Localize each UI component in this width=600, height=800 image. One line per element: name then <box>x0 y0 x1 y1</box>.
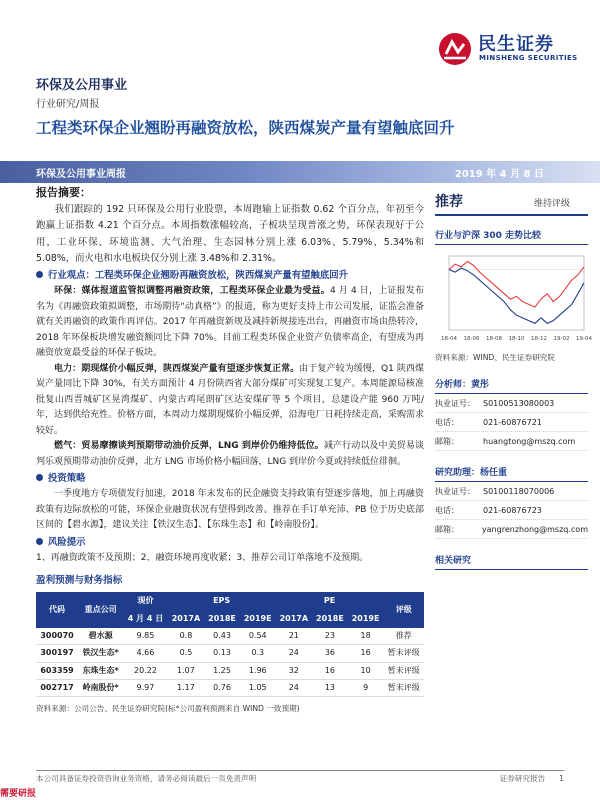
chart-source: 资料来源：WIND、民生证券研究院 <box>435 353 555 362</box>
cell-eps: 0.43 <box>204 628 240 645</box>
x-tick-label: 18-08 <box>486 336 502 342</box>
th-eps: EPS <box>168 592 276 610</box>
info-value: S0100513080003 <box>483 398 555 408</box>
table-row <box>36 679 424 696</box>
info-row <box>435 520 588 539</box>
gas-body: 减产行动以及中美贸易谈判乐观预期带动油价反弹，北方 LNG 市场价格小幅回落，LNG 到岸价今夏或持续低位徘徊。 <box>36 441 424 467</box>
cell-pe: 18 <box>348 628 384 645</box>
cell-eps: 0.76 <box>204 679 240 696</box>
power-paragraph <box>36 362 424 440</box>
gas-subheading: 燃气：贸易摩擦谈判预期带动油价反弹，LNG 到岸价仍维持低位。 <box>54 441 324 452</box>
banner-date: 2019 年 4 月 8 日 <box>454 169 544 180</box>
section-strategy <box>36 471 424 487</box>
chart-title: 行业与沪深 300 走势比较 <box>435 228 588 245</box>
cell-eps: 1.96 <box>240 662 276 679</box>
risk-heading: 风险提示 <box>48 536 86 548</box>
env-subheading: 环保：媒体报道监管拟调整再融资政策，工程类环保企业最为受益。 <box>54 286 330 297</box>
x-tick-label: 18-04 <box>441 336 457 342</box>
report-headline: 工程类环保企业翘盼再融资放松，陕西煤炭产量有望触底回升 <box>36 119 455 137</box>
report-type-label: 证券研究报告 <box>499 774 546 783</box>
info-row <box>435 413 588 432</box>
cell-eps: 0.13 <box>204 645 240 662</box>
th-year: 2019E <box>348 610 384 628</box>
info-value: S0100118070006 <box>483 486 555 496</box>
report-banner <box>0 161 600 183</box>
cell-name: 铁汉生态* <box>78 645 123 662</box>
cell-pe: 10 <box>348 662 384 679</box>
cell-price: 20.22 <box>123 662 167 679</box>
cell-eps: 0.3 <box>240 645 276 662</box>
cell-eps: 1.17 <box>168 679 205 696</box>
cell-code: 002717 <box>36 679 78 696</box>
info-row <box>435 501 588 520</box>
table-title: 盈利预测与财务指标 <box>36 574 123 586</box>
table-row <box>36 662 424 679</box>
info-key: 电话： <box>435 505 459 515</box>
analyst1-info <box>435 394 588 451</box>
info-key: 邮箱： <box>435 524 459 534</box>
section-industry-view <box>36 268 424 284</box>
trend-chart <box>435 250 592 346</box>
risk-body: 1、再融资政策不及预期；2、融资环境再度收紧；3、推荐公司订单落地不及预期。 <box>36 553 369 564</box>
info-row <box>435 432 588 451</box>
analyst-heading: 分析师：黄彤 <box>435 377 588 394</box>
info-key: 执业证号： <box>435 398 475 408</box>
cell-eps: 0.8 <box>168 628 205 645</box>
strategy-heading: 投资策略 <box>48 473 86 485</box>
table-source: 资料来源：公司公告、民生证券研究院(标*公司盈利预测来自 WIND 一致预期) <box>36 704 300 714</box>
th-date: 4 月 4 日 <box>123 610 167 628</box>
cell-name: 东珠生态* <box>78 662 123 679</box>
info-key: 执业证号： <box>435 486 475 496</box>
cell-rating: 暂未评级 <box>383 645 424 662</box>
corner-watermark: 需要研报 <box>0 789 37 799</box>
cell-eps: 0.5 <box>168 645 205 662</box>
x-tick-label: 19-02 <box>553 336 570 342</box>
power-subheading: 电力：期现煤价小幅反弹，陕西煤炭产量有望逐步恢复正常。 <box>54 363 300 374</box>
footer-right <box>500 773 564 784</box>
analyst2-email[interactable]: yangrenzhong@mszq.com <box>481 524 588 534</box>
doc-type: 行业研究/周报 <box>36 99 100 110</box>
cell-name: 碧水源 <box>78 628 123 645</box>
power-body: 由于复产较为缓慢，Q1 陕西煤炭产量同比下降 30%，有关方面预计 4 月份陕西省大部分煤矿可实现复工复产。本周能源局核准批复山西晋城矿区晃湾煤矿、内蒙古鸡尾朗矿区达安煤矿等 5 个项目，总建设产能 960 万吨/年，达到供给充性。价格方面，本周动力煤期现煤价小幅反弹，沿海电厂日耗持续走高，采购需求较好。 <box>36 363 424 436</box>
cell-code: 603359 <box>36 662 78 679</box>
company-logo <box>438 28 588 72</box>
cell-pe: 9 <box>348 679 384 696</box>
th-year: 2018E <box>312 610 348 628</box>
cell-code: 300070 <box>36 628 78 645</box>
series-line-1 <box>449 261 584 307</box>
x-tick-label: 18-06 <box>463 336 480 342</box>
earnings-table <box>36 592 424 697</box>
disclaimer-note: 本公司具备证券投资咨询业务资格，请务必阅读最后一页免责声明 <box>36 774 257 783</box>
analyst2-info <box>435 482 588 539</box>
info-value: 021-60876721 <box>483 417 542 427</box>
cell-rating: 暂未评级 <box>383 662 424 679</box>
cell-name: 岭南股份* <box>78 679 123 696</box>
assistant-heading: 研究助理：杨任重 <box>435 465 588 482</box>
th-pe: PE <box>276 592 384 610</box>
summary-intro: 我们跟踪的 192 只环保及公用行业股票，本周跑输上证指数 0.62 个百分点，年初至今跑赢上证指数 4.21 个百分点。本周指数涨幅较高，子板块呈现普涨之势，环保表现好于公用，工业环保、环境监测、大气治理、生态园林分别上涨 6.03%、5.79%、5.34%和 5.08%，而火电和水电板块仅分别上涨 3.48%和 2.31%。 <box>36 204 424 264</box>
env-paragraph <box>36 284 424 362</box>
rating-title: 推荐 <box>435 194 463 210</box>
cell-pe: 16 <box>312 662 348 679</box>
series-line-2 <box>449 268 584 323</box>
info-value: 021-60876723 <box>483 505 542 515</box>
logo-name-en: MINSHENG SECURITIES <box>479 54 578 62</box>
th-year: 2017A <box>168 610 205 628</box>
minsheng-logo-icon <box>438 32 472 66</box>
bullet-icon <box>36 538 43 545</box>
info-key: 电话： <box>435 417 459 427</box>
table-row <box>36 645 424 662</box>
page-footer <box>36 770 564 786</box>
info-row <box>435 394 588 413</box>
main-column <box>36 185 424 717</box>
th-year: 2017A <box>276 610 313 628</box>
cell-pe: 24 <box>276 645 313 662</box>
analyst1-email[interactable]: huangtong@mszq.com <box>483 436 576 446</box>
cell-rating: 推荐 <box>383 628 424 645</box>
section-risk <box>36 535 424 551</box>
x-tick-label: 19-04 <box>576 336 592 342</box>
rating-box <box>435 191 588 216</box>
cell-eps: 0.54 <box>240 628 276 645</box>
page-number: 1 <box>559 774 564 783</box>
th-year: 2018E <box>204 610 240 628</box>
strategy-body: 一季度地方专项债发行加速，2018 年末发布的民企融资支持政策有望逐步落地，加上再融资政策有边际放松的可能，环保企业融资状况有望得到改善。推荐在手订单充沛、PB 位于历史底部区间的【碧水源】，建议关注【铁汉生态】、【东珠生态】和【岭南股份】。 <box>36 489 424 531</box>
cell-price: 9.85 <box>123 628 167 645</box>
th-code: 代码 <box>36 592 78 628</box>
cell-code: 300197 <box>36 645 78 662</box>
cell-pe: 32 <box>276 662 313 679</box>
cell-price: 9.97 <box>123 679 167 696</box>
bullet-icon <box>36 271 43 278</box>
info-key: 邮箱： <box>435 436 459 446</box>
cell-eps: 1.07 <box>168 662 205 679</box>
env-body: 4 月 4 日，上证报发布名为《再融资政策拟调整，市场期待“动真格”》的报道，称为更好支持上市公司发展，证监会准备就有关再融资的政策作再评估。2017 年再融资新规及减持新规接连出台，再融资市场由热转冷，2018 年环保板块增发融资额同比下降 70%。目前工程类环保企业资产负债率高企，有望成为再融资放宽最受益的环保子板块。 <box>36 286 424 359</box>
sidebar <box>435 191 592 570</box>
rating-value: 维持评级 <box>533 199 570 209</box>
th-name: 重点公司 <box>78 592 123 628</box>
cell-pe: 21 <box>276 628 313 645</box>
cell-eps: 1.25 <box>204 662 240 679</box>
industry-view-heading: 行业观点：工程类环保企业翘盼再融资放松，陕西煤炭产量有望触底回升 <box>48 270 349 282</box>
cell-pe: 16 <box>348 645 384 662</box>
bullet-icon <box>36 474 43 481</box>
cell-pe: 36 <box>312 645 348 662</box>
logo-name-cn: 民生证券 <box>478 34 554 55</box>
related-research-heading: 相关研究 <box>435 553 588 570</box>
sector-title: 环保及公用事业 <box>36 78 128 93</box>
table-row <box>36 628 424 645</box>
banner-report-type: 环保及公用事业周报 <box>36 169 126 180</box>
chart-frame <box>449 256 584 330</box>
th-price: 现价 <box>123 592 167 610</box>
th-rating: 评级 <box>383 592 424 628</box>
th-year: 2019E <box>240 610 276 628</box>
summary-title: 报告摘要： <box>36 186 91 199</box>
info-row <box>435 482 588 501</box>
cell-price: 4.66 <box>123 645 167 662</box>
cell-pe: 24 <box>276 679 313 696</box>
cell-pe: 23 <box>312 628 348 645</box>
x-tick-label: 18-12 <box>531 336 547 342</box>
cell-rating: 暂未评级 <box>383 679 424 696</box>
cell-eps: 1.05 <box>240 679 276 696</box>
cell-pe: 13 <box>312 679 348 696</box>
x-tick-label: 18-10 <box>508 336 525 342</box>
gas-paragraph <box>36 439 424 470</box>
